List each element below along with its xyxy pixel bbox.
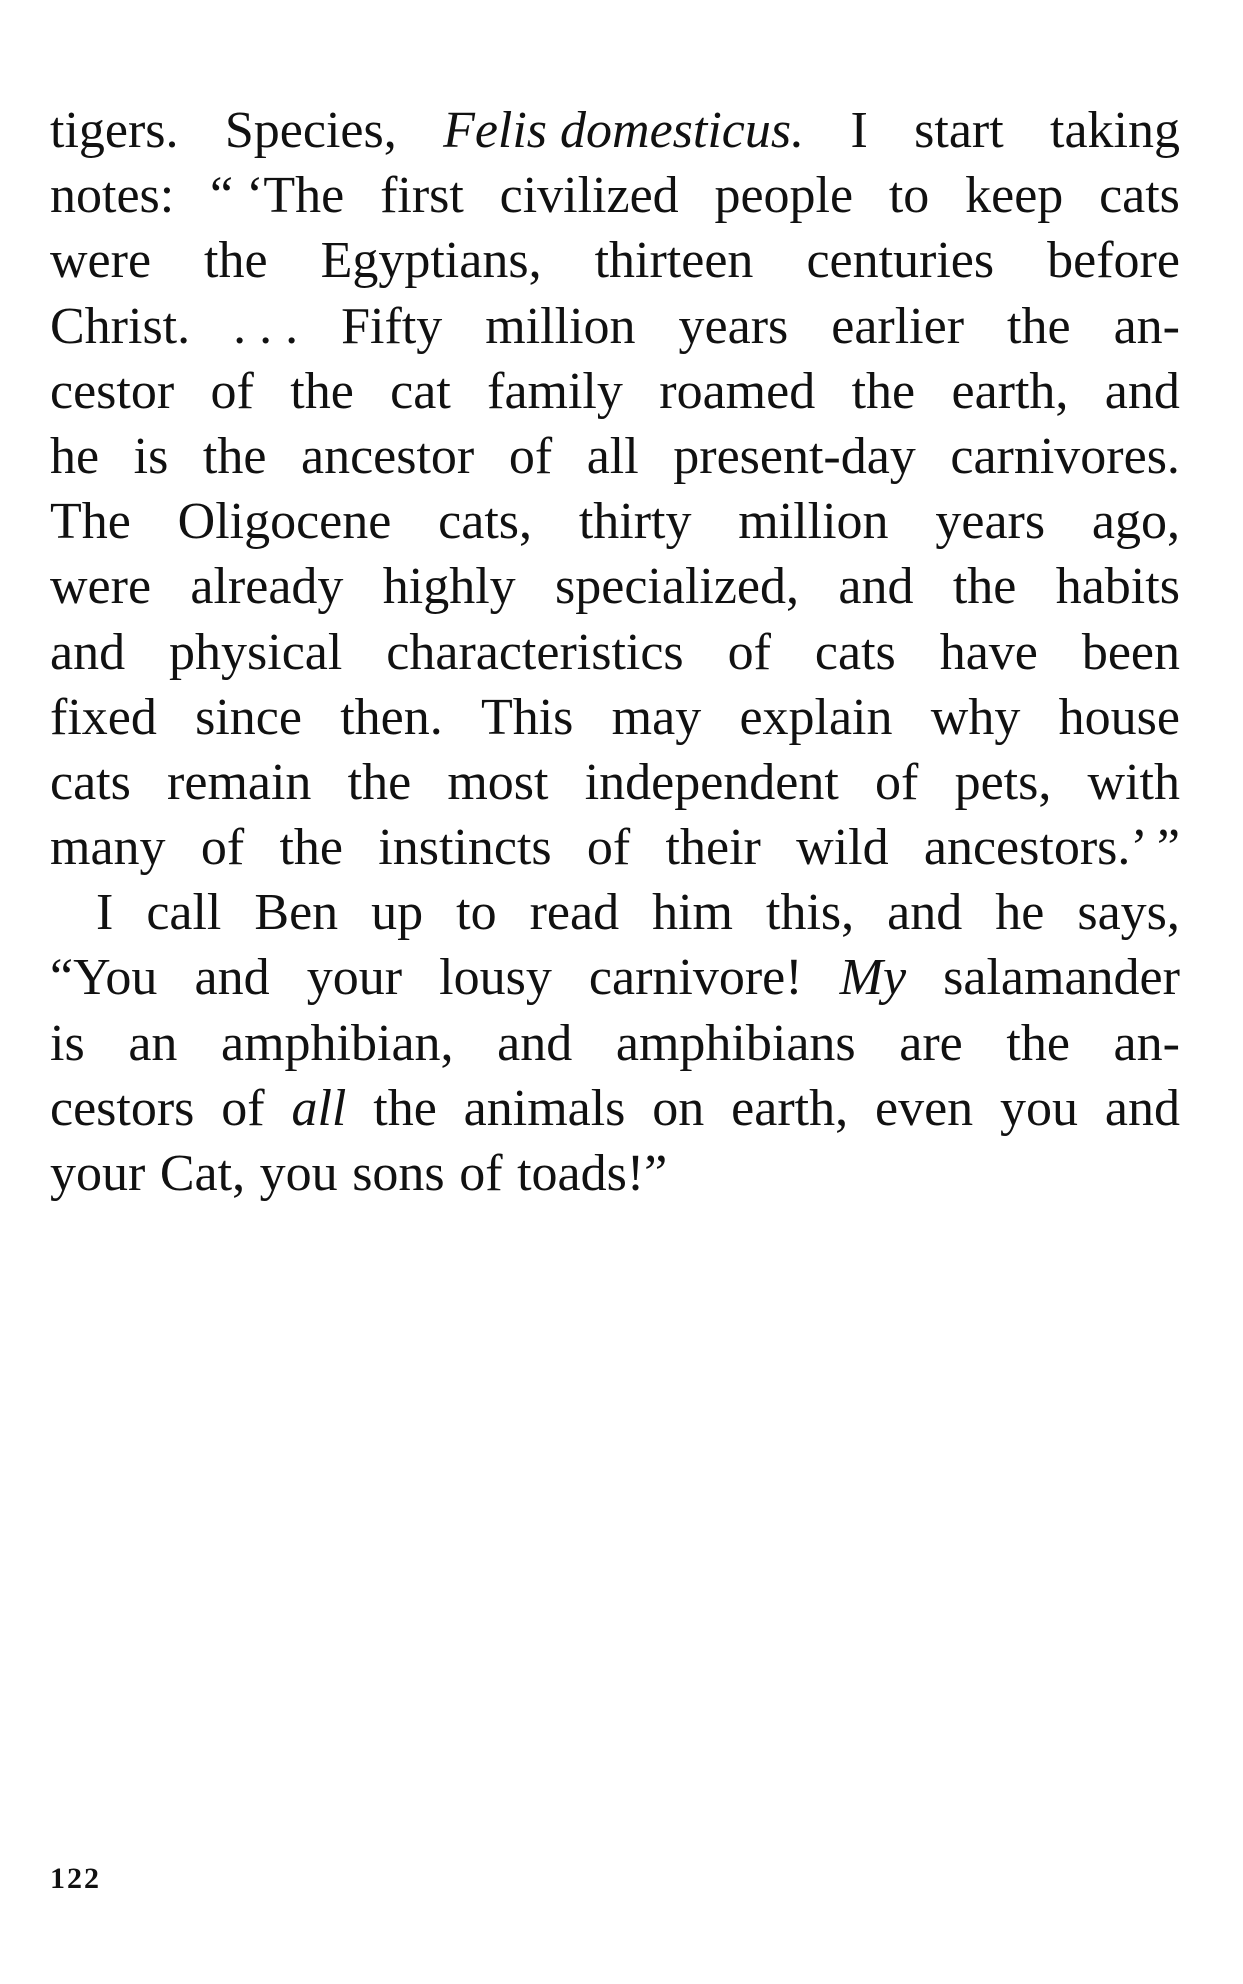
text-line bbox=[50, 815, 1180, 880]
text-line bbox=[50, 489, 1180, 554]
word: wild bbox=[796, 819, 889, 877]
word bbox=[840, 945, 906, 1010]
word: an- bbox=[1113, 297, 1180, 355]
word: animals bbox=[463, 1079, 626, 1137]
text-line bbox=[50, 294, 1180, 359]
word: and bbox=[50, 623, 126, 681]
text-line bbox=[50, 620, 1180, 685]
word: with bbox=[1087, 753, 1180, 811]
word: cestors bbox=[50, 1079, 195, 1137]
word: ancestors.’ ” bbox=[923, 819, 1180, 877]
word: family bbox=[487, 362, 623, 420]
word: amphibians bbox=[615, 1014, 856, 1072]
word: salamander bbox=[943, 949, 1180, 1007]
word: then. bbox=[340, 688, 443, 746]
word: million bbox=[485, 297, 636, 355]
word: cats bbox=[1099, 167, 1180, 225]
word: independent bbox=[584, 753, 839, 811]
word: your bbox=[306, 949, 403, 1007]
ellipsis: . . . bbox=[233, 297, 299, 355]
word: centuries bbox=[806, 232, 995, 290]
word: an- bbox=[1113, 1014, 1180, 1072]
paragraph-start-line bbox=[50, 880, 1180, 945]
text-line bbox=[50, 685, 1180, 750]
text-line bbox=[50, 945, 1180, 1010]
word: since bbox=[195, 688, 302, 746]
word: explain bbox=[739, 688, 893, 746]
word: he bbox=[50, 427, 100, 485]
word: carnivores. bbox=[950, 427, 1180, 485]
paragraph-end-line bbox=[50, 1141, 1180, 1206]
word: ancestor bbox=[301, 427, 475, 485]
word: and bbox=[1104, 362, 1180, 420]
word: their bbox=[665, 819, 761, 877]
word: to bbox=[888, 167, 930, 225]
word: were bbox=[50, 558, 152, 616]
word: on bbox=[652, 1079, 705, 1137]
word: the bbox=[1006, 1014, 1070, 1072]
word: is bbox=[133, 427, 169, 485]
word bbox=[443, 98, 804, 163]
word: before bbox=[1047, 232, 1180, 290]
word: start bbox=[914, 102, 1004, 159]
page-number: 122 bbox=[50, 1862, 101, 1895]
word: the bbox=[279, 819, 343, 877]
italic-species-name: Felis domesticus. bbox=[443, 102, 805, 159]
word: thirty bbox=[578, 493, 692, 551]
text-line bbox=[50, 228, 1180, 293]
word: Species, bbox=[224, 102, 397, 159]
word: him bbox=[652, 884, 733, 942]
word: earlier bbox=[831, 297, 965, 355]
word: Fifty bbox=[341, 297, 443, 355]
italic-emphasis: My bbox=[839, 949, 907, 1007]
word: the bbox=[347, 753, 412, 811]
word: years bbox=[935, 493, 1046, 551]
word: your bbox=[50, 1145, 146, 1202]
word: and bbox=[838, 558, 914, 616]
word: this, bbox=[766, 884, 855, 942]
word: says, bbox=[1077, 884, 1180, 942]
text-line bbox=[50, 163, 1180, 228]
word: tigers. bbox=[50, 102, 179, 159]
word: cat bbox=[390, 362, 451, 420]
body-text bbox=[50, 98, 1180, 1206]
text-line bbox=[50, 554, 1180, 619]
word: have bbox=[939, 623, 1038, 681]
word: characteristics bbox=[386, 623, 684, 681]
word: lousy bbox=[439, 949, 552, 1007]
word: keep bbox=[965, 167, 1064, 225]
word: were bbox=[50, 232, 152, 290]
text-line bbox=[50, 1011, 1180, 1076]
word: cats bbox=[50, 753, 131, 811]
word: I bbox=[96, 884, 114, 942]
text-line bbox=[50, 750, 1180, 815]
word: may bbox=[611, 688, 702, 746]
word: why bbox=[930, 688, 1021, 746]
italic-emphasis: all bbox=[291, 1079, 347, 1137]
word: Christ. bbox=[50, 297, 191, 355]
word: call bbox=[146, 884, 222, 942]
word: read bbox=[529, 884, 620, 942]
word: people bbox=[714, 167, 854, 225]
word: Oligocene bbox=[177, 493, 392, 551]
word: and bbox=[497, 1014, 573, 1072]
word: of bbox=[210, 362, 254, 420]
word: fixed bbox=[50, 688, 157, 746]
word: are bbox=[899, 1014, 963, 1072]
word: of bbox=[459, 1145, 503, 1202]
word: instincts bbox=[378, 819, 552, 877]
word: and bbox=[1104, 1079, 1180, 1137]
word: the bbox=[952, 558, 1017, 616]
word: even bbox=[874, 1079, 974, 1137]
word: is bbox=[50, 1014, 85, 1072]
word: civilized bbox=[499, 167, 679, 225]
word: The bbox=[50, 493, 131, 551]
word: an bbox=[128, 1014, 178, 1072]
word: Egyptians, bbox=[320, 232, 542, 290]
word: ago, bbox=[1091, 493, 1180, 551]
word: I bbox=[850, 102, 868, 159]
word: you bbox=[1000, 1079, 1079, 1137]
word: and bbox=[887, 884, 963, 942]
word: cestor bbox=[50, 362, 175, 420]
word: notes: bbox=[50, 167, 175, 225]
word: earth, bbox=[731, 1079, 849, 1137]
text-line bbox=[50, 359, 1180, 424]
word: taking bbox=[1050, 102, 1180, 159]
word: habits bbox=[1055, 558, 1180, 616]
word: “ ‘The bbox=[210, 167, 345, 225]
word: “You bbox=[50, 949, 158, 1007]
word: specialized, bbox=[555, 558, 800, 616]
word: Ben bbox=[254, 884, 339, 942]
word: the bbox=[373, 1079, 437, 1137]
word: already bbox=[190, 558, 344, 616]
word: million bbox=[738, 493, 889, 551]
word: you bbox=[259, 1145, 338, 1202]
word: remain bbox=[167, 753, 312, 811]
word: cats, bbox=[438, 493, 532, 551]
word: sons bbox=[352, 1145, 445, 1202]
word: of bbox=[508, 427, 553, 485]
word: Cat, bbox=[159, 1145, 246, 1202]
word bbox=[291, 1076, 346, 1141]
word: carnivore! bbox=[588, 949, 803, 1007]
word: highly bbox=[382, 558, 516, 616]
word: the bbox=[851, 362, 916, 420]
word: of bbox=[200, 819, 245, 877]
word: all bbox=[586, 427, 639, 485]
word: This bbox=[480, 688, 574, 746]
word: of bbox=[586, 819, 631, 877]
word: up bbox=[371, 884, 424, 942]
word: roamed bbox=[659, 362, 816, 420]
word: most bbox=[447, 753, 549, 811]
word: thirteen bbox=[594, 232, 754, 290]
word: house bbox=[1058, 688, 1180, 746]
word: physical bbox=[169, 623, 343, 681]
word: the bbox=[290, 362, 354, 420]
text-line bbox=[50, 1076, 1180, 1141]
word: been bbox=[1081, 623, 1180, 681]
word: many bbox=[50, 819, 166, 877]
word: present-day bbox=[673, 427, 916, 485]
word: earth, bbox=[951, 362, 1069, 420]
word: of bbox=[727, 623, 771, 681]
word: of bbox=[221, 1079, 265, 1137]
word: the bbox=[204, 232, 268, 290]
text-line bbox=[50, 424, 1180, 489]
word: the bbox=[202, 427, 267, 485]
word: he bbox=[995, 884, 1045, 942]
text-line bbox=[50, 98, 1180, 163]
word: the bbox=[1007, 297, 1071, 355]
word: years bbox=[678, 297, 789, 355]
word: to bbox=[456, 884, 497, 942]
word: first bbox=[380, 167, 464, 225]
word: of bbox=[875, 753, 919, 811]
word: amphibian, bbox=[221, 1014, 454, 1072]
word: cats bbox=[814, 623, 896, 681]
word: toads!” bbox=[517, 1145, 668, 1202]
word: and bbox=[194, 949, 270, 1007]
word: pets, bbox=[954, 753, 1052, 811]
